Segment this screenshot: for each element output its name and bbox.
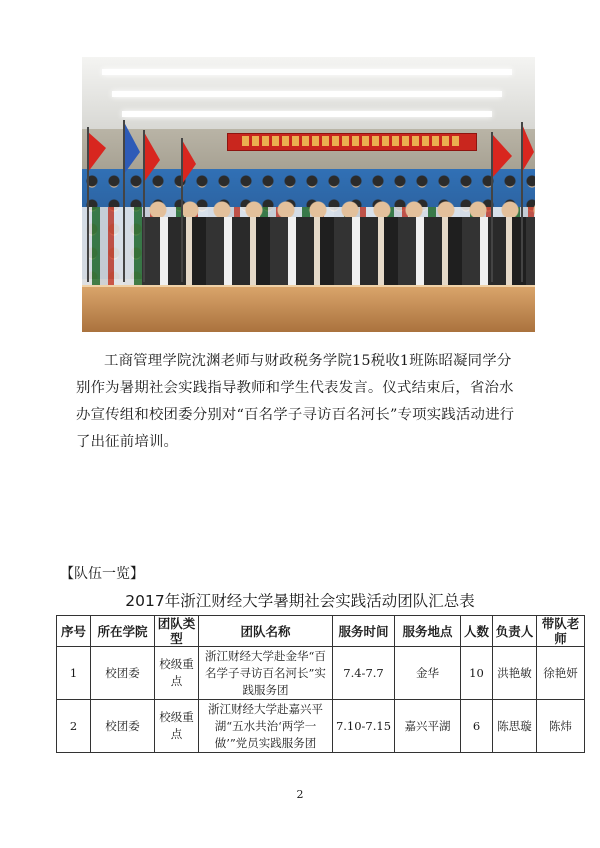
section-label: 【队伍一览】 (60, 566, 144, 582)
header-college: 所在学院 (91, 616, 155, 647)
cell-leader: 洪艳敏 (493, 647, 537, 700)
table-title: 2017年浙江财经大学暑期社会实践活动团队汇总表 (125, 592, 475, 610)
cell-place: 金华 (395, 647, 461, 700)
table-header-row (57, 616, 585, 647)
header-type: 团队类型 (155, 616, 199, 647)
cell-type: 校级重点 (155, 647, 199, 700)
header-name: 团队名称 (199, 616, 333, 647)
cell-count: 6 (461, 700, 493, 753)
header-teacher: 带队老师 (537, 616, 585, 647)
header-leader: 负责人 (493, 616, 537, 647)
cell-no: 2 (57, 700, 91, 753)
header-count: 人数 (461, 616, 493, 647)
cell-place: 嘉兴平湖 (395, 700, 461, 753)
header-time: 服务时间 (333, 616, 395, 647)
ceremony-photo (82, 57, 535, 332)
table-row (57, 700, 585, 753)
page-number: 2 (296, 788, 304, 801)
cell-no: 1 (57, 647, 91, 700)
cell-time: 7.4-7.7 (333, 647, 395, 700)
cell-leader: 陈思璇 (493, 700, 537, 753)
cell-team-name: 浙江财经大学赴嘉兴平湖“五水共治‘两学一做’”党员实践服务团 (199, 700, 333, 753)
team-summary-table (56, 615, 585, 753)
cell-teacher: 徐艳妍 (537, 647, 585, 700)
body-paragraph: 工商管理学院沈渊老师与财政税务学院15税收1班陈昭凝同学分别作为暑期社会实践指导教师和学生代表发言。仪式结束后，省治水办宣传组和校团委分别对“百名学子寻访百名河长”专项实践活动进行了出征前培训。 (76, 353, 515, 450)
cell-college: 校团委 (91, 647, 155, 700)
header-place: 服务地点 (395, 616, 461, 647)
photo-flags (82, 112, 535, 282)
cell-teacher: 陈炜 (537, 700, 585, 753)
table-row (57, 647, 585, 700)
photo-stage-table (82, 285, 535, 332)
cell-type: 校级重点 (155, 700, 199, 753)
cell-college: 校团委 (91, 700, 155, 753)
cell-time: 7.10-7.15 (333, 700, 395, 753)
cell-count: 10 (461, 647, 493, 700)
header-no: 序号 (57, 616, 91, 647)
cell-team-name: 浙江财经大学赴金华“百名学子寻访百名河长”实践服务团 (199, 647, 333, 700)
